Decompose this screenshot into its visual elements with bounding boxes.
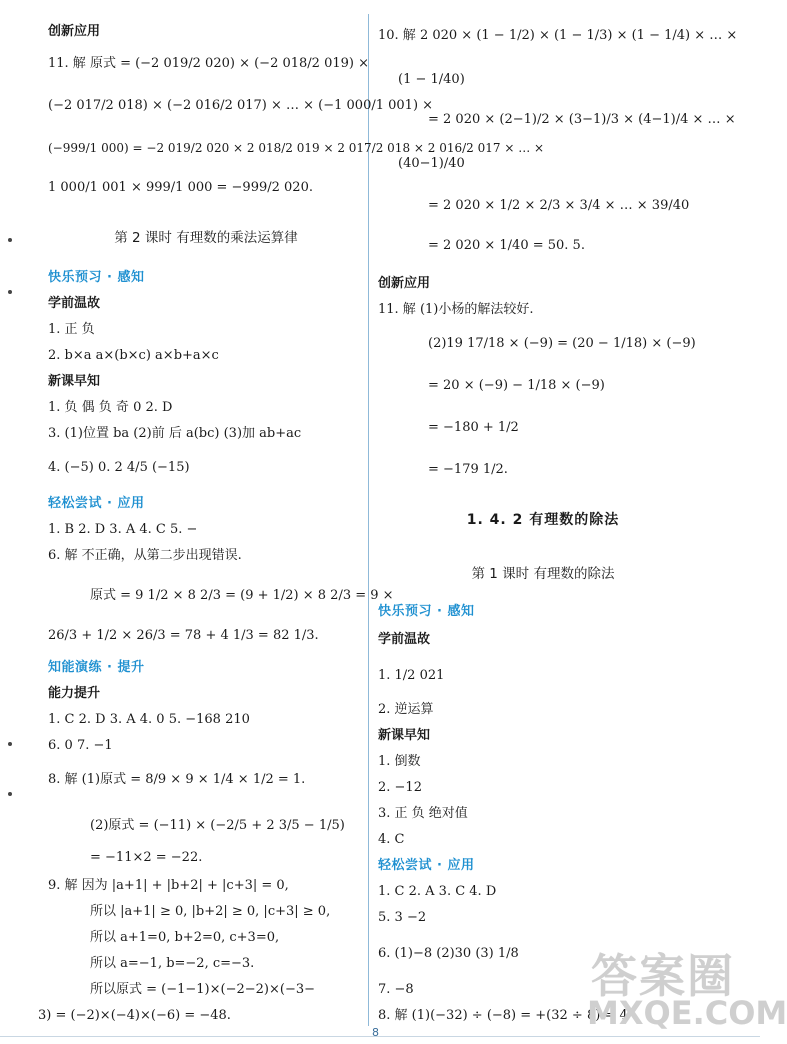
solution-line: = 2 020 × 1/2 × 2/3 × 3/4 × … × 39/40 <box>428 198 690 213</box>
answer-line: 4. (−5) 0. 2 4/5 (−15) <box>48 460 190 475</box>
solution-line: = −11×2 = −22. <box>90 850 203 865</box>
answer-line: 1. 正 负 <box>48 322 95 337</box>
answer-line: 1. 1/2 021 <box>378 668 445 683</box>
answer-line: 1. 负 偶 负 奇 0 2. D <box>48 400 173 415</box>
section-heading: 创新应用 <box>48 24 101 39</box>
binding-mark <box>8 742 12 746</box>
solution-line: 11. 解 (1)小杨的解法较好. <box>378 302 534 317</box>
answer-line: 2. 逆运算 <box>378 702 434 717</box>
answer-line: 5. 3 −2 <box>378 910 427 925</box>
section-title: 1. 4. 2 有理数的除法 <box>466 512 620 528</box>
solution-line: (2)19 17/18 × (−9) = (20 − 1/18) × (−9) <box>428 336 696 351</box>
answer-line: 6. 0 7. −1 <box>48 738 113 753</box>
lesson-title: 第 1 课时 有理数的除法 <box>471 566 615 582</box>
section-heading: 创新应用 <box>378 276 431 291</box>
solution-line: 8. 解 (1)原式 = 8/9 × 9 × 1/4 × 1/2 = 1. <box>48 772 306 787</box>
binding-mark <box>8 290 12 294</box>
binding-mark <box>8 792 12 796</box>
answer-line: 1. 倒数 <box>378 754 421 769</box>
solution-line: 9. 解 因为 |a+1| + |b+2| + |c+3| = 0, <box>48 878 289 893</box>
subsection-heading: 新课早知 <box>48 374 101 389</box>
answer-line: 3. (1)位置 ba (2)前 后 a(bc) (3)加 ab+ac <box>48 426 302 441</box>
answer-line: 4. C <box>378 832 405 847</box>
solution-line: (−2 017/2 018) × (−2 016/2 017) × … × (−1 000/1 001) × <box>48 98 434 113</box>
solution-line: 3) = (−2)×(−4)×(−6) = −48. <box>38 1008 231 1023</box>
solution-line: 所以 a+1=0, b+2=0, c+3=0, <box>90 930 280 945</box>
solution-line: 所以 a=−1, b=−2, c=−3. <box>90 956 255 971</box>
solution-line: = 20 × (−9) − 1/18 × (−9) <box>428 378 605 393</box>
subsection-heading: 新课早知 <box>378 728 431 743</box>
answer-line: 1. B 2. D 3. A 4. C 5. − <box>48 522 198 537</box>
site-watermark <box>583 940 787 1040</box>
binding-mark <box>8 238 12 242</box>
answer-line: 3. 正 负 绝对值 <box>378 806 468 821</box>
solution-line: = 2 020 × (2−1)/2 × (3−1)/3 × (4−1)/4 × … × <box>428 112 736 127</box>
page-number: 8 <box>372 1026 379 1039</box>
subsection-heading: 学前温故 <box>378 632 431 647</box>
section-banner: 轻松尝试 · 应用 <box>48 496 145 511</box>
solution-line: 11. 解 原式 = (−2 019/2 020) × (−2 018/2 019) × <box>48 56 369 71</box>
solution-line: (−999/1 000) = −2 019/2 020 × 2 018/2 019 × 2 017/2 018 × 2 016/2 017 × … × <box>48 141 545 155</box>
answer-line: 1. C 2. A 3. C 4. D <box>378 884 497 899</box>
solution-line: 10. 解 2 020 × (1 − 1/2) × (1 − 1/3) × (1 − 1/4) × … × <box>378 28 738 43</box>
section-banner: 快乐预习 · 感知 <box>378 604 475 619</box>
solution-line: 6. 解 不正确，从第二步出现错误. <box>48 548 242 563</box>
solution-line: 原式 = 9 1/2 × 8 2/3 = (9 + 1/2) × 8 2/3 = 9 × <box>90 588 394 603</box>
solution-line: 8. 解 (1)(−32) ÷ (−8) = +(32 ÷ 8) = 4 <box>378 1008 628 1023</box>
column-divider <box>368 14 369 1026</box>
solution-line: (1 − 1/40) <box>398 72 465 87</box>
answer-line: 7. −8 <box>378 982 414 997</box>
watermark-logo-text: 答案圈 <box>591 949 735 1003</box>
solution-line: 1 000/1 001 × 999/1 000 = −999/2 020. <box>48 180 313 195</box>
lesson-title: 第 2 课时 有理数的乘法运算律 <box>114 230 298 246</box>
solution-line: (2)原式 = (−11) × (−2/5 + 2 3/5 − 1/5) <box>90 818 345 833</box>
answer-line: 2. −12 <box>378 780 422 795</box>
solution-line: = −179 1/2. <box>428 462 508 477</box>
subsection-heading: 能力提升 <box>48 686 101 701</box>
answer-line: 6. (1)−8 (2)30 (3) 1/8 <box>378 946 519 961</box>
answer-line: 2. b×a a×(b×c) a×b+a×c <box>48 348 219 363</box>
section-banner: 轻松尝试 · 应用 <box>378 858 475 873</box>
solution-line: 所以 |a+1| ≥ 0, |b+2| ≥ 0, |c+3| ≥ 0, <box>90 904 331 919</box>
answer-line: 1. C 2. D 3. A 4. 0 5. −168 210 <box>48 712 250 727</box>
solution-line: 26/3 + 1/2 × 26/3 = 78 + 4 1/3 = 82 1/3. <box>48 628 319 643</box>
solution-line: 所以原式 = (−1−1)×(−2−2)×(−3− <box>90 982 316 997</box>
watermark-domain: MXQE.COM <box>587 994 787 1032</box>
section-banner: 知能演练 · 提升 <box>48 660 145 675</box>
subsection-heading: 学前温故 <box>48 296 101 311</box>
solution-line: = −180 + 1/2 <box>428 420 519 435</box>
solution-line: (40−1)/40 <box>398 156 465 171</box>
section-banner: 快乐预习 · 感知 <box>48 270 145 285</box>
solution-line: = 2 020 × 1/40 = 50. 5. <box>428 238 585 253</box>
